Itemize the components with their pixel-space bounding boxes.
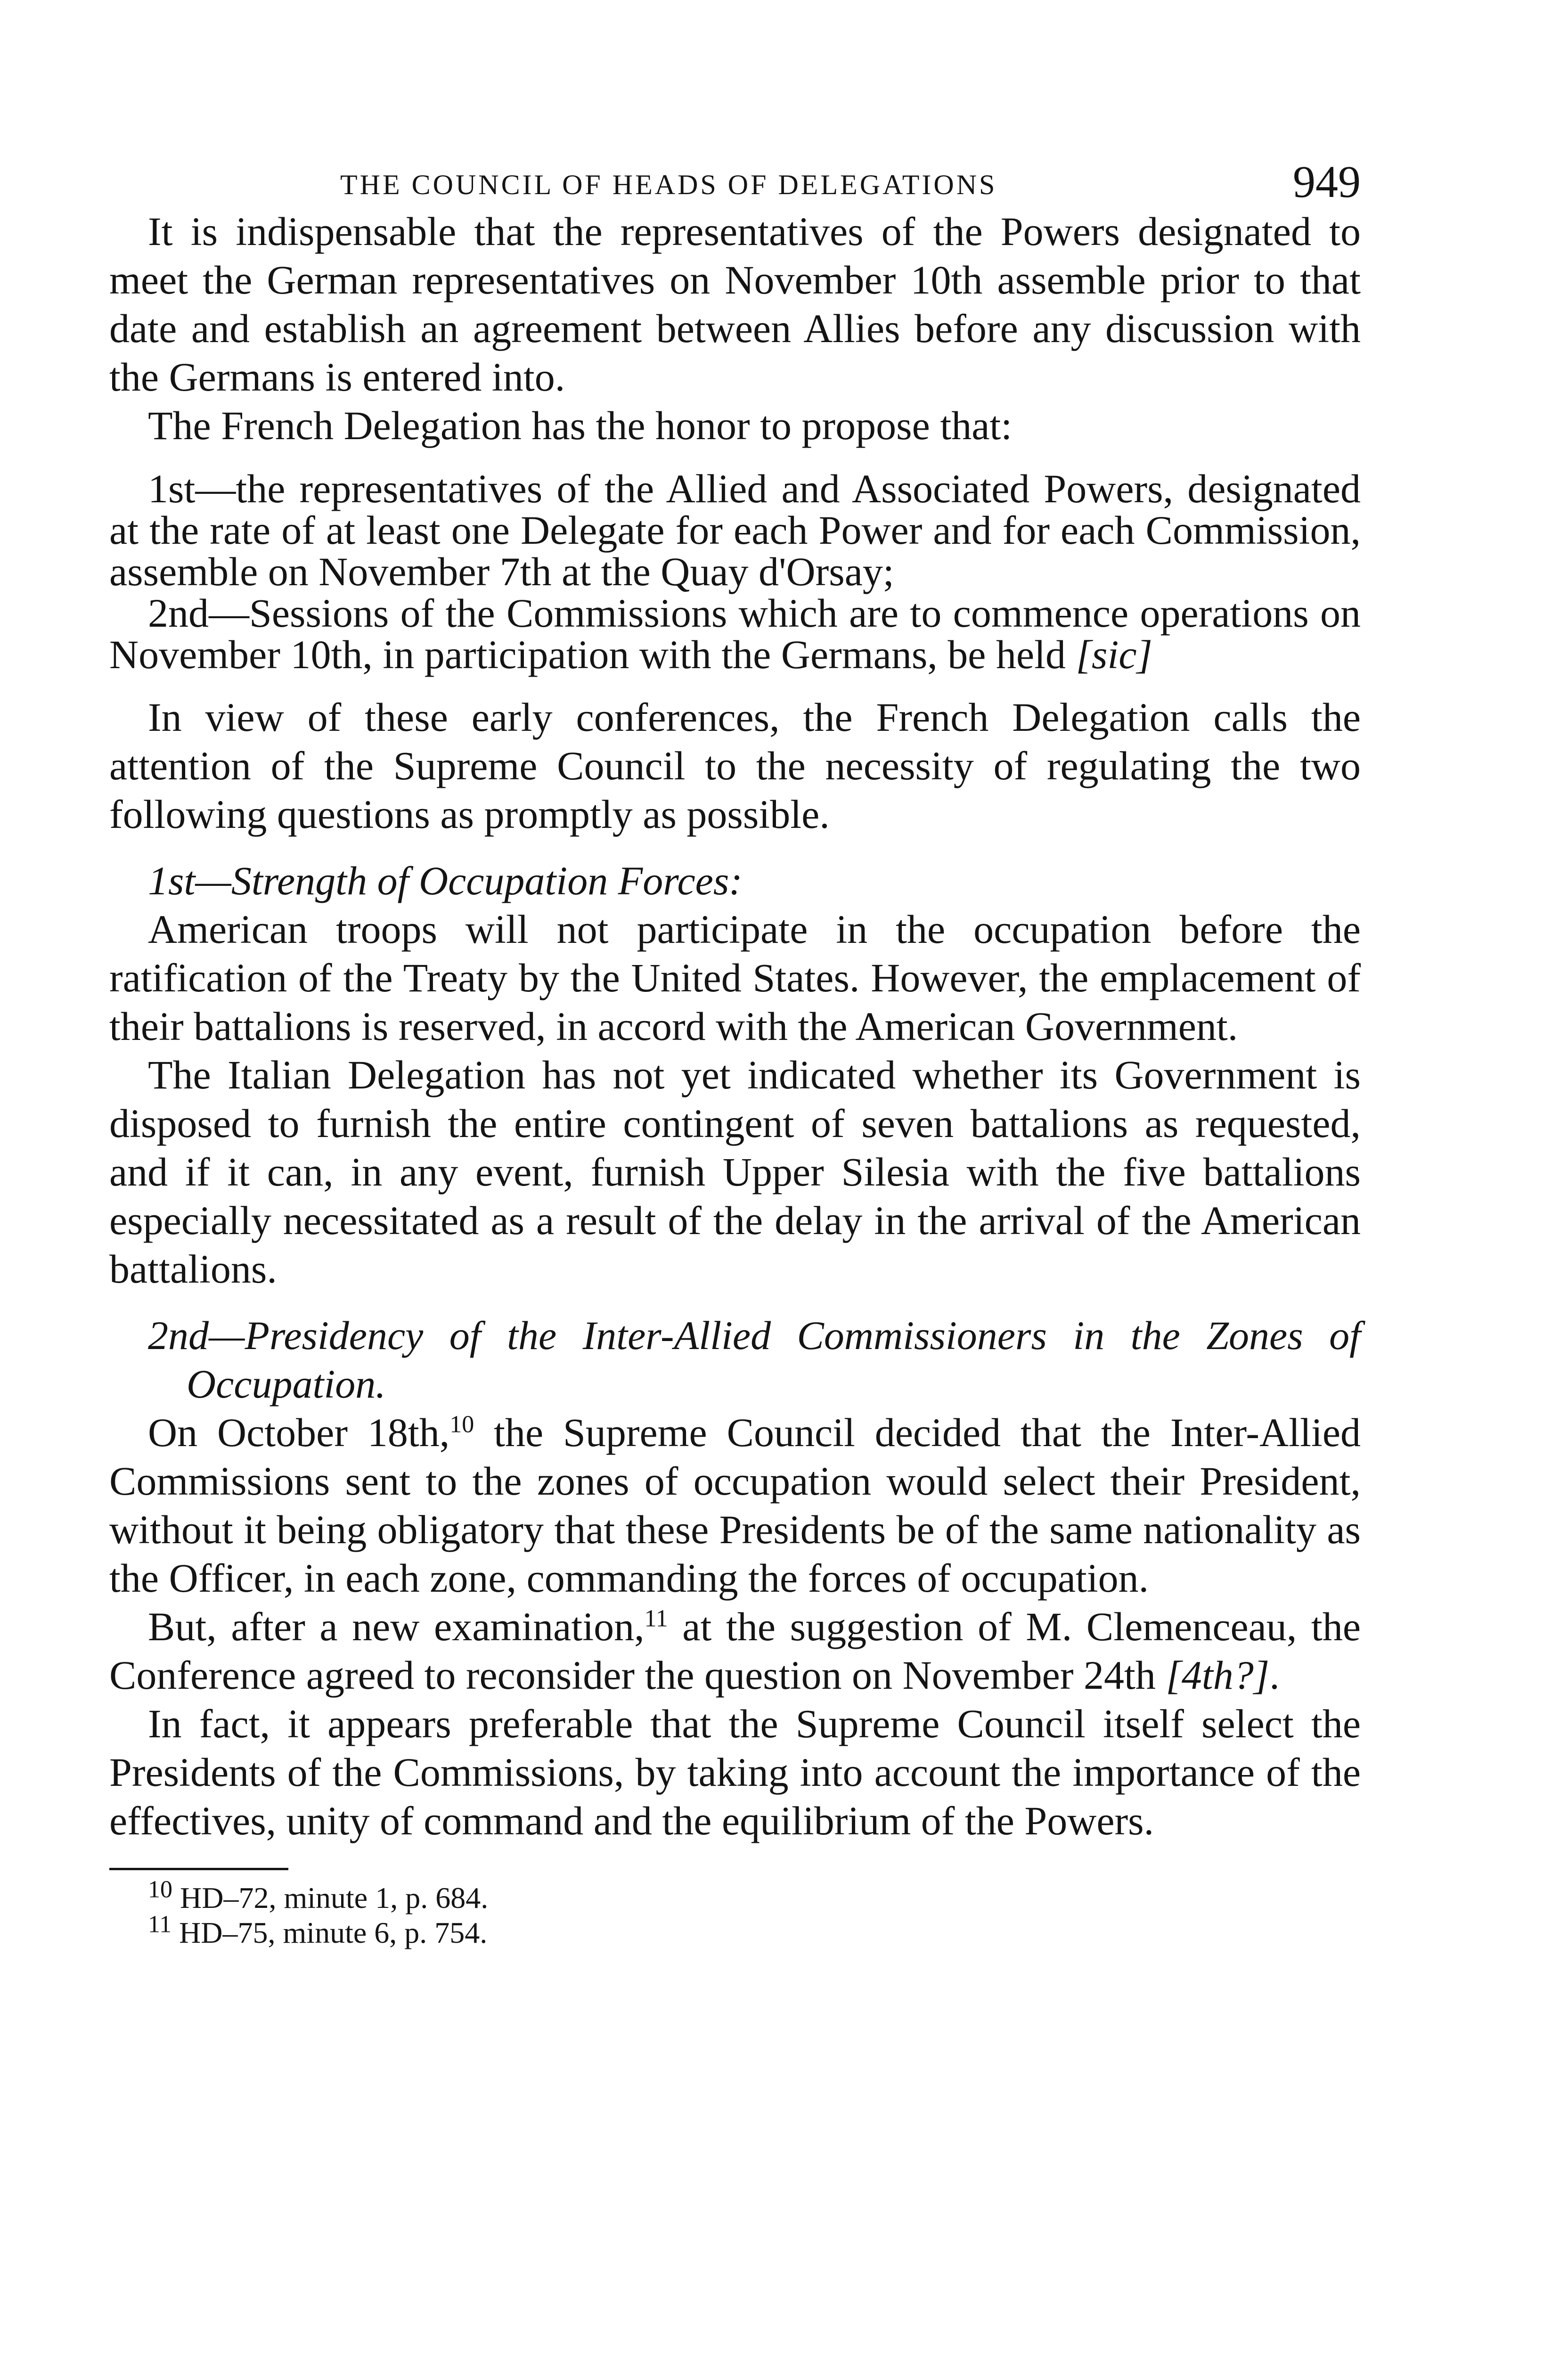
paragraph-9 [109,1603,1361,1700]
page-number: 949 [1293,156,1361,207]
footnote-divider [109,1868,288,1870]
paragraph-10: In fact, it appears preferable that the Supreme Council itself select the Presidents of the Commissions, by taking into account the importance of the effectives, unity of command and the equilibrium of the Powers. [109,1701,1361,1843]
footnote-number: 11 [148,1911,172,1938]
footnotes [109,1876,1361,1950]
paragraph-8-text-a: On October 18th, [148,1410,450,1455]
paragraph-9-text-a: But, after a new examination, [148,1604,645,1649]
document-page [109,155,1361,1950]
footnote-text: HD–72, minute 1, p. 684. [172,1881,489,1914]
footnote-ref-11: 11 [644,1605,668,1632]
section-heading-2: 2nd—Presidency of the Inter-Allied Commissioners in the Zones of Occupation. [148,1313,1361,1407]
body-text [109,207,1361,1845]
running-header [109,155,1361,207]
footnote-text: HD–75, minute 6, p. 754. [172,1916,488,1949]
paragraph-2: The French Delegation has the honor to propose that: [148,403,1013,448]
paragraph-6: American troops will not participate in the occupation before the ratification of the Treaty by the United States. However, the emplacement of their battalions is reserved, in accord with the American Government. [109,907,1361,1049]
paragraph-4-text: 2nd—Sessions of the Commissions which are to commence operations on November 10th, in participation with the Germans, be held [109,590,1361,677]
paragraph-9-text-d: . [1269,1652,1280,1698]
footnote-11 [109,1911,1361,1950]
footnote-10 [109,1876,1361,1915]
paragraph-5: In view of these early conferences, the French Delegation calls the attention of the Supreme Council to the necessity of regulating the two following questions as promptly as possible. [109,695,1361,837]
editorial-date-note: [4th?] [1166,1652,1270,1698]
paragraph-8 [109,1408,1361,1603]
sic-note: [sic] [1076,632,1152,677]
paragraph-9-text-b: at the suggestion of M. Clemenceau, the Conference agreed to reconsider the question on November 24th [109,1604,1361,1698]
paragraph-7: The Italian Delegation has not yet indicated whether its Government is disposed to furnish the entire contingent of seven battalions as requested, and if it can, in any event, furnish Upper Silesia with the five battalions especially necessitated as a result of the delay in the arrival of the American battalions. [109,1052,1361,1292]
paragraph-8-text-b: the Supreme Council decided that the Inter-Allied Commissions sent to the zones of occupation would select their President, without it being obligatory that these Presidents be of the same nationality as the Officer, in each zone, commanding the forces of occupation. [109,1410,1361,1601]
footnote-number: 10 [148,1876,172,1903]
section-heading-1: 1st—Strength of Occupation Forces: [148,858,743,903]
running-title: THE COUNCIL OF HEADS OF DELEGATIONS [340,169,997,200]
footnote-ref-10: 10 [449,1411,474,1438]
paragraph-4 [109,592,1361,675]
paragraph-1: It is indispensable that the representatives of the Powers designated to meet the German representatives on November 10th assemble prior to that date and establish an agreement between Allies before any discussion with the Germans is entered into. [109,209,1361,400]
paragraph-3: 1st—the representatives of the Allied and Associated Powers, designated at the rate of at least one Delegate for each Power and for each Commission, assemble on November 7th at the Quay d'Orsay; [109,466,1361,594]
